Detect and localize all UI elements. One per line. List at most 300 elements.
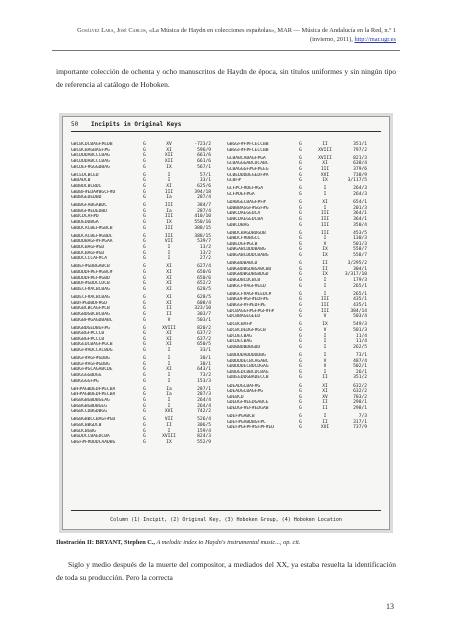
hoboken-group-cell: IX [166, 220, 172, 226]
hoboken-location-cell: 661/6 [197, 158, 211, 164]
hoboken-location-cell: 503/1 [197, 317, 211, 323]
key-cell: G [143, 158, 146, 164]
hoboken-location-cell: 264/4 [197, 398, 211, 404]
incipit-row [227, 284, 377, 290]
hoboken-location-cell: 632/2 [353, 383, 367, 389]
hoboken-group-cell: III [164, 225, 174, 231]
hoboken-group-cell: IX [166, 439, 172, 445]
key-cell: G [143, 342, 146, 348]
hoboken-group-cell: I [167, 403, 171, 409]
incipit-cell: GDEF#GF#F#GF#F#ED [227, 425, 275, 431]
incipit-cell: GBGGF#F#FCECCBB [227, 142, 269, 147]
incipit-cell: GDBGCF#AGF#EED [227, 283, 266, 289]
incipit-cell: GBGBCBBGDCB [71, 422, 102, 428]
page-number: 13 [386, 602, 394, 611]
key-cell: G [143, 153, 146, 159]
hoboken-group-cell: I [167, 373, 171, 379]
hoboken-location-cell: 287/1 [197, 386, 211, 392]
figure-title: Incipits in Original Keys [91, 121, 182, 128]
hoboken-location-cell: 388/15 [194, 233, 211, 239]
hoboken-location-cell: 453/5 [353, 230, 367, 236]
header-journal: , MAR — Música de Andalucía en la Red [274, 27, 382, 34]
key-cell: G [143, 233, 146, 239]
hoboken-location-cell: 3/295/2 [347, 261, 367, 267]
key-cell: G [299, 241, 302, 247]
key-cell: G [143, 356, 146, 362]
key-cell: G [299, 394, 302, 400]
key-cell: G [299, 414, 302, 420]
caption-label: Ilustración II: [56, 539, 94, 546]
hoboken-group-cell: I [323, 339, 327, 345]
hoboken-location-cell: 650/6 [197, 275, 211, 281]
hoboken-group-cell: I [323, 278, 327, 284]
incipit-cell: GBDGBDGEDBGF#G [71, 325, 110, 331]
incipit-cell: GDCBCBAF# [227, 322, 252, 328]
key-cell: G [299, 339, 302, 345]
key-cell: G [143, 300, 146, 306]
hoboken-location-cell: 558/7 [353, 253, 367, 259]
incipit-cell: GDBGABCDDDCBABG [227, 253, 269, 259]
hoboken-group-cell: IX [322, 253, 328, 259]
hoboken-group-cell: XI [322, 383, 328, 389]
header-issue: , n.º 1 (invierno, 2011), [309, 27, 396, 43]
hoboken-location-cell: 33/1 [199, 178, 211, 184]
hoboken-location-cell: 435/1 [353, 297, 367, 303]
hoboken-group-cell: I [167, 428, 171, 434]
hoboken-group-cell: II [322, 400, 328, 406]
figure-legend: Column (1) Incipit, (2) Original Key, (3) Hoboken Group, (4) Hoboken Location [110, 517, 342, 523]
key-cell: G [299, 364, 302, 370]
incipit-cell: GBGBGBGBDBGEAG [71, 398, 110, 404]
incipit-cell: GBDBF#EDA#BGCF#D [71, 189, 116, 195]
incipit-cell: GBDDCBAGF#GD [71, 245, 105, 251]
hoboken-group-cell: I [167, 256, 171, 262]
incipit-column-right [227, 142, 377, 431]
hoboken-group-cell: XVI [320, 425, 330, 431]
incipit-cell: GCF#CF#DEF#GA [227, 186, 263, 192]
hoboken-location-cell: 57/1 [199, 172, 211, 178]
hoboken-group-cell: III [320, 216, 330, 222]
caption-cit: , op. cit. [279, 539, 301, 546]
hoboken-location-cell: 596/9 [197, 147, 211, 153]
incipit-cell: GBDBGFABGABDC [71, 203, 107, 209]
key-cell: G [299, 216, 302, 222]
incipit-cell: GBDDDDF#EF#GBD [71, 275, 110, 281]
key-cell: G [299, 333, 302, 339]
hoboken-group-cell: VII [164, 417, 174, 423]
hoboken-group-cell: IX [322, 322, 328, 328]
incipit-cell: GBDGBCBCAGF#CB [71, 306, 110, 312]
incipit-row [71, 287, 221, 293]
hoboken-group-cell: XI [166, 183, 172, 189]
incipit-cell: GDBGBDBGDBGBDGD [227, 272, 269, 278]
hoboken-group-cell: I [323, 205, 327, 211]
incipit-cell: GBGGF#F#FCECCBB [227, 147, 269, 153]
key-cell: G [143, 311, 146, 317]
hoboken-group-cell: V [167, 317, 171, 323]
hoboken-group-cell: III [164, 233, 174, 239]
hoboken-group-cell: I [167, 378, 171, 384]
hoboken-group-cell: VII [164, 239, 174, 245]
incipit-cell: GBGF#F#DDDCAADBG [71, 439, 116, 445]
incipit-cell: GBF#AGBDEDF#ECBA [71, 386, 116, 392]
incipit-cell: GDDBBDBDBGDD [227, 344, 261, 350]
incipit-cell: GBDADCB [71, 178, 91, 184]
key-cell: G [143, 203, 146, 209]
incipit-cell: GCF#DEF#GA [227, 191, 255, 197]
hoboken-group-cell: XI [166, 331, 172, 337]
incipit-cell: GCBF# [227, 178, 241, 184]
figure-page-number: 50 [71, 121, 79, 128]
key-cell: G [143, 361, 146, 367]
hoboken-group-cell: XVI [164, 409, 174, 415]
key-cell: G [299, 178, 302, 184]
hoboken-location-cell: 487/4 [353, 358, 367, 364]
hoboken-group-cell: V [323, 364, 327, 370]
key-cell: G [143, 373, 146, 379]
incipit-row [71, 440, 221, 446]
hoboken-location-cell: 608/4 [197, 300, 211, 306]
hoboken-group-cell: I [323, 352, 327, 358]
hoboken-location-cell: 410/10 [194, 214, 211, 220]
incipit-cell: GDBDCF#DBGCC [227, 236, 261, 242]
hoboken-group-cell: I [167, 348, 171, 354]
hoboken-location-cell: 303/7 [197, 311, 211, 317]
key-cell: G [299, 236, 302, 242]
hoboken-group-cell: XVIII [162, 325, 176, 331]
incipit-cell: GBDGF#AGF#GDBG [71, 356, 110, 362]
hoboken-group-cell: XI [322, 161, 328, 167]
incipit-cell: GDEDGF#EEDGABCE [227, 400, 269, 406]
hoboken-location-cell: 652/2 [197, 281, 211, 287]
hoboken-location-cell: 30/1 [199, 356, 211, 362]
hoboken-group-cell: XVIII [318, 147, 332, 153]
incipit-row [227, 314, 377, 320]
hoboken-location-cell: 388/15 [194, 225, 211, 231]
hoboken-group-cell: III [320, 297, 330, 303]
key-cell: G [143, 317, 146, 323]
key-cell: G [299, 247, 302, 253]
incipit-cell: GDBCDAEGEDCBA [227, 216, 263, 222]
key-cell: G [143, 294, 146, 300]
figure-top-rule [71, 131, 381, 132]
hoboken-group-cell: XI [166, 342, 172, 348]
hoboken-location-cell: 550/16 [194, 220, 211, 226]
hoboken-location-cell: 737/9 [353, 425, 367, 431]
key-cell: G [299, 147, 302, 153]
hoboken-group-cell: XI [166, 147, 172, 153]
key-cell: G [143, 220, 146, 226]
hoboken-group-cell: III [320, 230, 330, 236]
key-cell: G [299, 278, 302, 284]
incipit-row [71, 195, 221, 201]
hoboken-group-cell: I [323, 344, 327, 350]
incipit-cell: GBGDDCCBAEDCBA [71, 434, 110, 440]
hoboken-group-cell: II [322, 375, 328, 381]
hoboken-group-cell: IX [166, 164, 172, 170]
incipit-cell: GBDGGGGBDGG [71, 373, 102, 379]
key-cell: G [143, 208, 146, 214]
hoboken-location-cell: 552/9 [197, 439, 211, 445]
hoboken-location-cell: 638/4 [353, 161, 367, 167]
hoboken-group-cell: V [323, 358, 327, 364]
key-cell: G [143, 286, 146, 292]
incipit-cell: GBDDCCCCAF#CA [71, 256, 107, 262]
key-cell: G [143, 325, 146, 331]
hoboken-location-cell: 13/2 [199, 245, 211, 251]
hoboken-group-cell: XI [166, 367, 172, 373]
key-cell: G [143, 142, 146, 147]
incipit-cell: GBDGF#GCAGABCDE [71, 367, 113, 373]
incipit-cell: GBDBGF#EDEDBD [71, 208, 107, 214]
key-cell: G [143, 281, 146, 287]
hoboken-location-cell: 637/2 [197, 336, 211, 342]
key-cell: G [299, 344, 302, 350]
incipit-cell: GBDGF#ADCCACBDG [71, 348, 113, 354]
key-cell: G [299, 230, 302, 236]
hoboken-group-cell: IX [322, 272, 328, 278]
key-cell: G [143, 178, 146, 184]
hoboken-group-cell: XV [322, 394, 328, 400]
hoboken-location-cell: 26/1 [355, 369, 367, 375]
key-cell: G [299, 186, 302, 192]
incipit-cell: GDDDDDECBCAGABC [227, 358, 269, 364]
incipit-cell: GBGBCCDBGDBGG [71, 409, 107, 415]
hoboken-group-cell: I [167, 398, 171, 404]
hoboken-group-cell: XI [166, 275, 172, 281]
hoboken-location-cell: 501/3 [353, 327, 367, 333]
incipit-cell: GBDCDCAF#D [71, 214, 99, 220]
hoboken-location-cell: 130/3 [353, 236, 367, 242]
key-cell: G [299, 191, 302, 197]
incipit-cell: GBDDDDF#EF#GBC# [71, 270, 113, 276]
hoboken-location-cell: 287/3 [197, 392, 211, 398]
incipit-cell: GDCBAGGF#GF#GF#F# [227, 308, 275, 314]
hoboken-location-cell: 394/18 [194, 189, 211, 195]
key-cell: G [143, 398, 146, 404]
key-cell: G [143, 367, 146, 373]
hoboken-group-cell: III [164, 203, 174, 209]
incipit-row [227, 375, 377, 381]
incipit-cell: GCBEDDDDEGEDF#A [227, 172, 269, 178]
incipit-cell: GDEF#GABDBGF#C [227, 419, 266, 425]
incipit-cell: GDEBCD [227, 394, 244, 400]
hoboken-group-cell: I [167, 356, 171, 362]
hoboken-location-cell: 824/3 [197, 434, 211, 440]
key-cell: G [299, 199, 302, 205]
hoboken-location-cell: 153/3 [197, 378, 211, 384]
hoboken-group-cell: I [323, 283, 327, 289]
hoboken-location-cell: 567/1 [197, 164, 211, 170]
incipit-cell: GDDDDDECBDCDGAG [227, 364, 269, 370]
hoboken-location-cell: 317/1 [353, 419, 367, 425]
header-url-link[interactable]: http://mar.ugr.es [354, 36, 396, 43]
key-cell: G [143, 275, 146, 281]
incipit-cell: GBDDDBAGF#F#GAA [71, 239, 113, 245]
incipit-row [71, 379, 221, 385]
hoboken-location-cell: 27/2 [199, 256, 211, 262]
key-cell: G [299, 358, 302, 364]
hoboken-group-cell: III [164, 214, 174, 220]
hoboken-location-cell: 738/9 [353, 172, 367, 178]
hoboken-group-cell: II [166, 422, 172, 428]
hoboken-group-cell: XII [164, 158, 174, 164]
hoboken-location-cell: 351/1 [353, 142, 367, 147]
incipit-cell: GDBGBDBABCD [227, 261, 258, 267]
key-cell: G [143, 386, 146, 392]
hoboken-location-cell: 628/5 [197, 294, 211, 300]
hoboken-group-cell: Ia [166, 208, 172, 214]
key-cell: G [299, 261, 302, 267]
key-cell: G [299, 222, 302, 228]
hoboken-location-cell: 661/6 [197, 153, 211, 159]
hoboken-group-cell: V [323, 241, 327, 247]
key-cell: G [299, 253, 302, 259]
incipit-cell: GBCDEF#GGGDBAG [71, 164, 110, 170]
key-cell: G [143, 264, 146, 270]
hoboken-location-cell: 632/2 [353, 389, 367, 395]
incipit-cell: GBDBGEDEDBD [71, 195, 102, 201]
hoboken-group-cell: II [322, 261, 328, 267]
hoboken-group-cell: I [323, 186, 327, 192]
incipit-column-left [71, 142, 221, 446]
key-cell: G [299, 205, 302, 211]
caption-work: A melodic index to Haydn's instrumental music... [154, 539, 280, 546]
incipit-cell: GBCBCDCBAGF#EDB [71, 142, 113, 147]
incipit-cell: GBDGGGGF#G [71, 378, 99, 384]
incipit-cell: GDBDCBAGDBDGDB [227, 230, 266, 236]
incipit-cell: GBDDCBAGF#GD [71, 250, 105, 256]
hoboken-group-cell: XI [166, 300, 172, 306]
hoboken-group-cell: I [167, 250, 171, 256]
header-divider [52, 50, 400, 51]
incipit-cell: GDBGDF#GF#EDF#G [227, 297, 269, 303]
incipit-row [71, 226, 221, 232]
incipit-cell: GDCDECBAG [227, 339, 252, 345]
incipit-row [227, 425, 377, 431]
hoboken-location-cell: 179/3 [353, 278, 367, 284]
key-cell: G [143, 270, 146, 276]
hoboken-group-cell: III [320, 303, 330, 308]
incipit-cell: GBGBGBBCCBAGF#GD [71, 417, 116, 423]
hoboken-location-cell: 625/6 [197, 183, 211, 189]
incipit-cell: GDCBCDEDGF#GCB [227, 327, 266, 333]
hoboken-location-cell: 159/4 [197, 428, 211, 434]
hoboken-location-cell: 7/3 [358, 414, 367, 420]
hoboken-group-cell: I [323, 236, 327, 242]
incipit-cell: GBDGBDGBCBCBAG [71, 311, 110, 317]
incipit-row [227, 253, 377, 259]
key-cell: G [299, 314, 302, 320]
incipit-cell: GBDDF#GDDCCDCB [71, 281, 110, 287]
hoboken-group-cell: XII [164, 153, 174, 159]
key-cell: G [299, 266, 302, 272]
incipit-cell: GBGBGBGBDBGEG [71, 403, 107, 409]
incipit-row [71, 348, 221, 354]
key-cell: G [299, 375, 302, 381]
incipit-cell: GDBGABCDDDBABG [227, 247, 266, 253]
hoboken-location-cell: 262/5 [353, 344, 367, 350]
key-cell: G [143, 434, 146, 440]
hoboken-location-cell: 435/1 [353, 303, 367, 308]
hoboken-location-cell: 539/7 [197, 239, 211, 245]
hoboken-group-cell: V [323, 314, 327, 320]
key-cell: G [299, 166, 302, 172]
hoboken-location-cell: 742/2 [197, 409, 211, 415]
incipit-cell: GBGDCBGBG [71, 428, 96, 434]
hoboken-location-cell: 287/4 [197, 195, 211, 201]
hoboken-location-cell: 364/1 [353, 211, 367, 217]
hoboken-group-cell: XVIII [318, 155, 332, 161]
hoboken-location-cell: 351/2 [353, 375, 367, 381]
hoboken-group-cell: IX [322, 247, 328, 253]
hoboken-group-cell: II [166, 311, 172, 317]
key-cell: G [299, 297, 302, 303]
hoboken-location-cell: 13/2 [199, 250, 211, 256]
key-cell: G [299, 389, 302, 395]
hoboken-group-cell: I [167, 178, 171, 184]
hoboken-group-cell: XI [166, 336, 172, 342]
hoboken-group-cell: III [320, 166, 330, 172]
incipit-cell: GBF#AGBDEDF#ECBA [71, 392, 116, 398]
key-cell: G [299, 352, 302, 358]
incipit-cell: GDBBBAGGF#GGF#G [227, 205, 269, 211]
incipit-row [227, 192, 377, 198]
hoboken-group-cell: XI [322, 199, 328, 205]
key-cell: G [143, 172, 146, 178]
incipit-row [71, 165, 221, 171]
incipit-cell: GBDGF#AGF#GDBG [71, 361, 110, 367]
key-cell: G [299, 291, 302, 297]
incipit-cell: GBDEF#GDBGABCB [71, 264, 110, 270]
key-cell: G [143, 245, 146, 251]
figure-bottom-rule [71, 510, 381, 511]
incipit-cell: GDCDECBAG [227, 333, 252, 339]
hoboken-location-cell: 350/4 [353, 222, 367, 228]
key-cell: G [299, 155, 302, 161]
intro-paragraph: importante colección de ochenta y ocho manuscritos de Haydn de época, sin títulos uniformes y sin ningún tipo de referencia al catálogo de Hoboken. [56, 67, 396, 89]
hoboken-location-cell: 549/3 [353, 322, 367, 328]
incipit-cell: GBDGBGF#CCCB [71, 331, 105, 337]
hoboken-location-cell: 628/5 [197, 286, 211, 292]
hoboken-group-cell: Ia [166, 195, 172, 201]
hoboken-location-cell: 30/1 [199, 361, 211, 367]
hoboken-location-cell: 306/5 [197, 422, 211, 428]
key-cell: G [143, 403, 146, 409]
incipit-row [71, 318, 221, 324]
incipit-cell: GDBGCF#AGF#EEDC# [227, 291, 272, 297]
hoboken-location-cell: 821/3 [353, 155, 367, 161]
hoboken-location-cell: 654/1 [353, 199, 367, 205]
hoboken-group-cell: XI [166, 286, 172, 292]
hoboken-group-cell: I [167, 361, 171, 367]
incipit-cell: GBDECF#ACBCBAG [71, 294, 110, 300]
key-cell: G [143, 147, 146, 153]
hoboken-group-cell: II [322, 406, 328, 412]
incipit-row [227, 345, 377, 351]
key-cell: G [299, 142, 302, 147]
key-cell: G [299, 272, 302, 278]
key-cell: G [143, 250, 146, 256]
hoboken-group-cell: II [322, 142, 328, 147]
hoboken-group-cell: III [320, 308, 330, 314]
illustration-caption [56, 539, 396, 546]
hoboken-group-cell: I [323, 414, 327, 420]
incipit-cell: GDBEDGF#GCB [227, 241, 258, 247]
hoboken-group-cell: XI [166, 294, 172, 300]
incipit-row [71, 409, 221, 415]
hoboken-group-cell: XI [166, 264, 172, 270]
